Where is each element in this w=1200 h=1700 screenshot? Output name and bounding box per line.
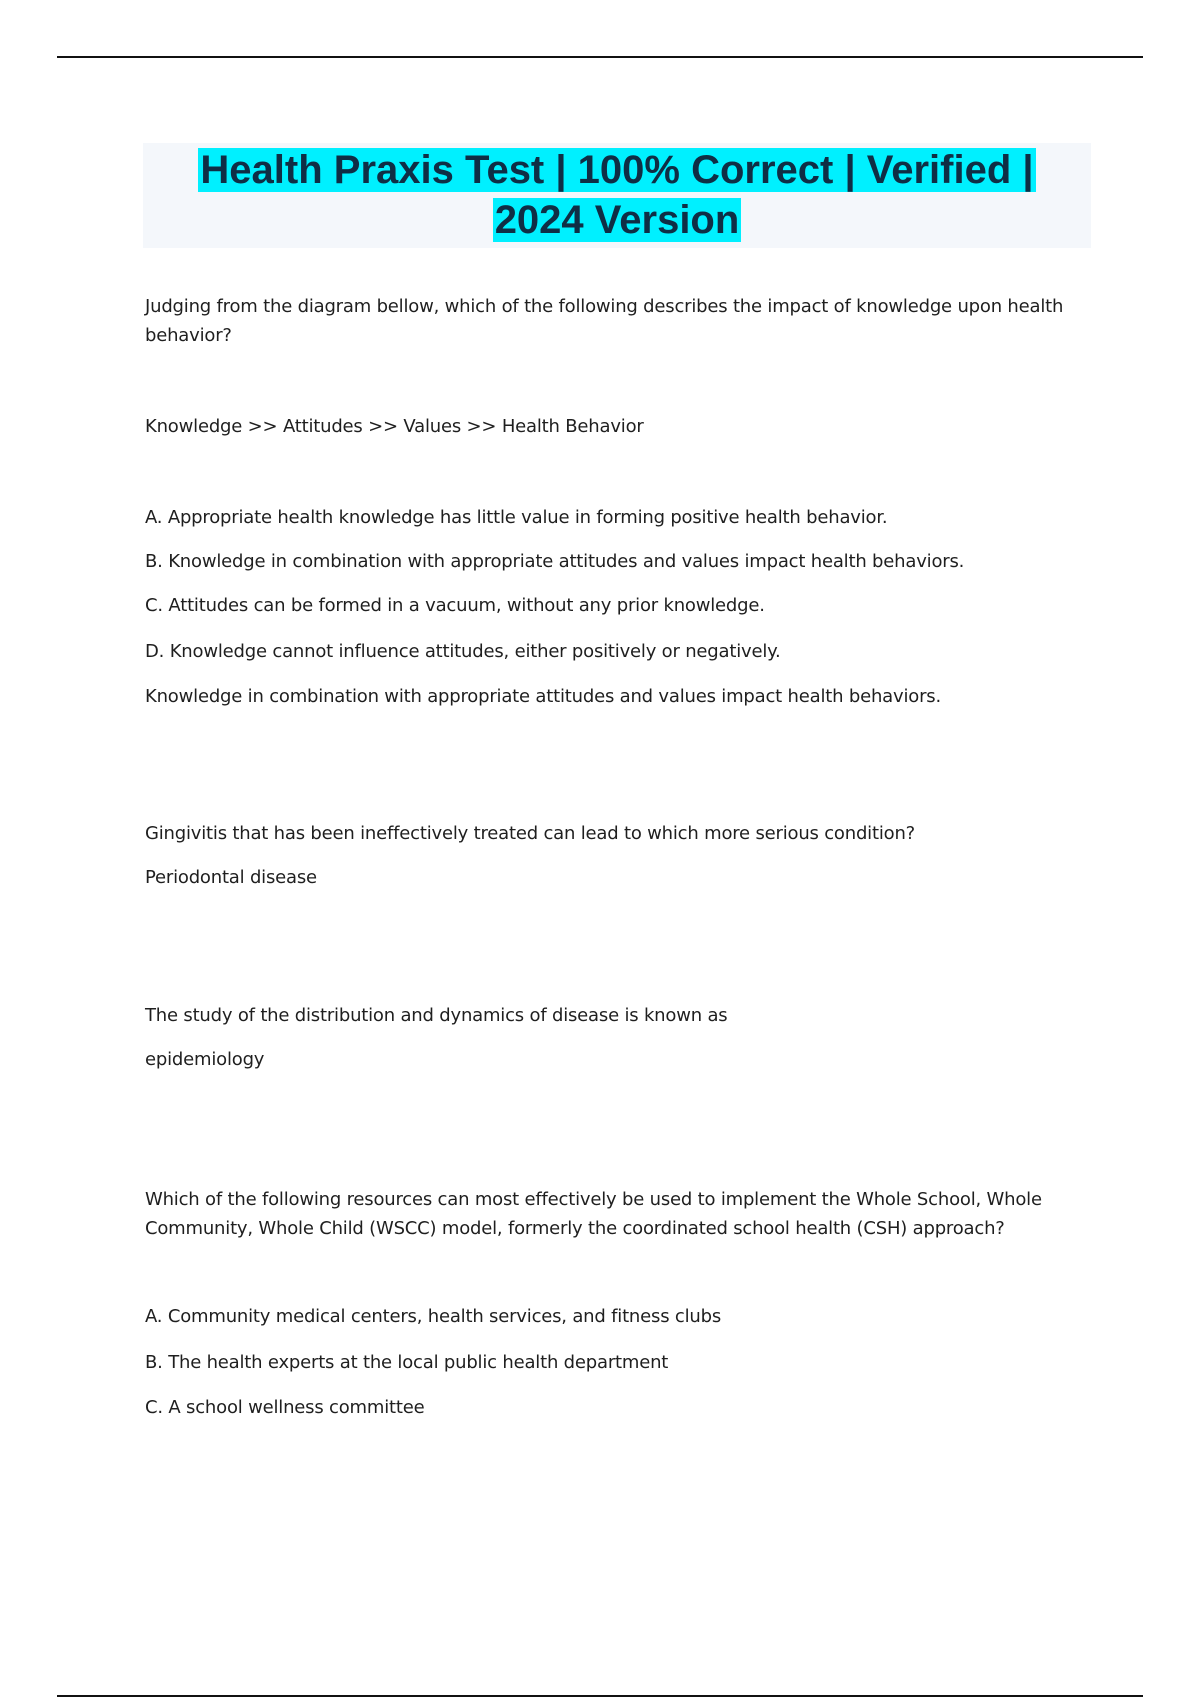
question-4-option-b: B. The health experts at the local public health department bbox=[145, 1352, 669, 1373]
question-1-option-c: C. Attitudes can be formed in a vacuum, without any prior knowledge. bbox=[145, 595, 765, 616]
title-band bbox=[143, 143, 1091, 248]
question-3-prompt: The study of the distribution and dynamics of disease is known as bbox=[145, 1005, 728, 1026]
question-1-option-d: D. Knowledge cannot influence attitudes, either positively or negatively. bbox=[145, 641, 781, 662]
question-3-answer: epidemiology bbox=[145, 1049, 265, 1070]
top-rule bbox=[57, 56, 1143, 58]
question-1-option-b: B. Knowledge in combination with appropriate attitudes and values impact health behaviors. bbox=[145, 551, 965, 572]
question-1-prompt: Judging from the diagram bellow, which of the following describes the impact of knowledge upon health behavior? bbox=[145, 296, 1064, 346]
question-1-diagram: Knowledge >> Attitudes >> Values >> Health Behavior bbox=[145, 416, 644, 437]
question-4-prompt: Which of the following resources can most effectively be used to implement the Whole School, Whole Community, Whole Child (WSCC) model, formerly the coordinated school health (CSH) approach? bbox=[145, 1189, 1042, 1239]
question-4-option-c: C. A school wellness committee bbox=[145, 1397, 425, 1418]
question-2-answer: Periodontal disease bbox=[145, 867, 317, 888]
question-1-answer: Knowledge in combination with appropriate attitudes and values impact health behaviors. bbox=[145, 686, 941, 707]
bottom-rule bbox=[57, 1695, 1143, 1697]
title-line-2: 2024 Version bbox=[494, 198, 740, 242]
title-line-1: Health Praxis Test | 100% Correct | Verified | bbox=[200, 148, 1034, 192]
document-title bbox=[143, 143, 1091, 245]
question-4-option-a: A. Community medical centers, health services, and fitness clubs bbox=[145, 1306, 722, 1327]
question-2-prompt: Gingivitis that has been ineffectively treated can lead to which more serious condition? bbox=[145, 823, 916, 844]
question-1-option-a: A. Appropriate health knowledge has little value in forming positive health behavior. bbox=[145, 507, 888, 528]
